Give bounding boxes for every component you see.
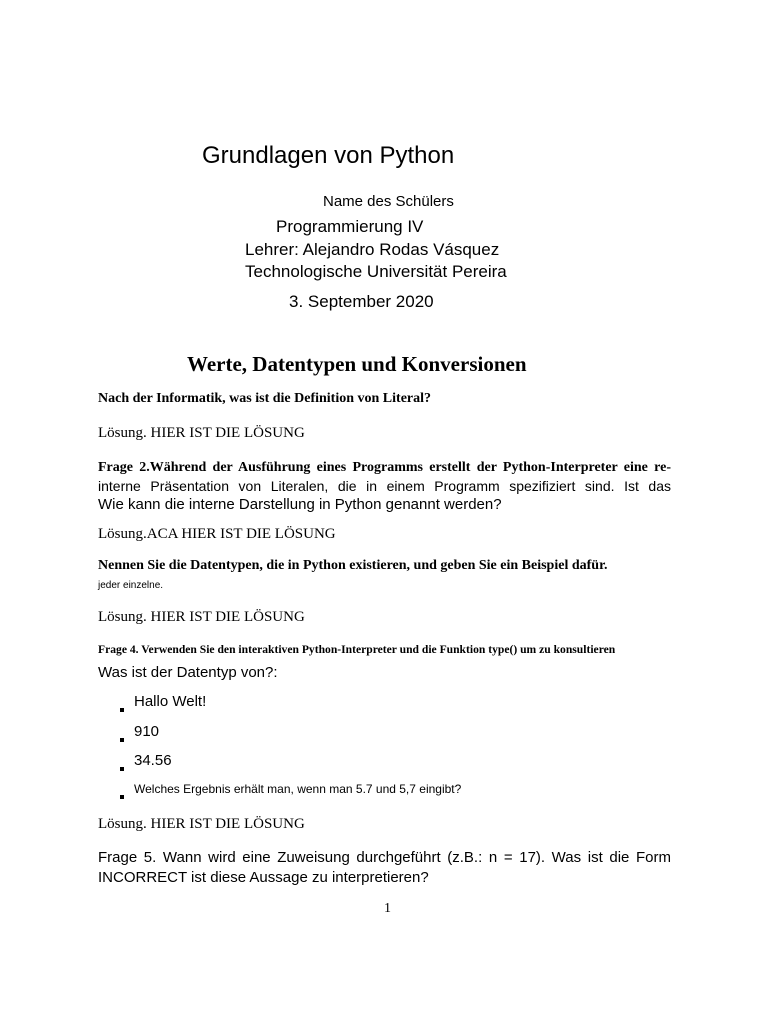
student-name: Name des Schülers (323, 193, 454, 210)
bullet-marker (120, 738, 124, 742)
answer-2: Lösung.ACA HIER IST DIE LÖSUNG (98, 526, 336, 542)
question-1: Nach der Informatik, was ist die Definition von Literal? (98, 391, 432, 406)
list-item: Welches Ergebnis erhält man, wenn man 5.7 und 5,7 eingibt? (134, 782, 462, 796)
answer-4: Lösung. HIER IST DIE LÖSUNG (98, 816, 305, 832)
question-2-line-2: interne Präsentation von Literalen, die in einem Programm spezifiziert sind. Ist das (98, 478, 671, 494)
answer-1: Lösung. HIER IST DIE LÖSUNG (98, 425, 305, 441)
question-5 (98, 848, 671, 867)
question-5-line-2: INCORRECT ist diese Aussage zu interpretieren? (98, 869, 429, 886)
question-5-line-1: Frage 5. Wann wird eine Zuweisung durchgeführt (z.B.: n = 17). Was ist die Form (98, 849, 671, 866)
answer-3: Lösung. HIER IST DIE LÖSUNG (98, 609, 305, 625)
question-4-prompt: Was ist der Datentyp von?: (98, 664, 278, 681)
bullet-marker (120, 795, 124, 799)
question-2-line-3: Wie kann die interne Darstellung in Python genannt werden? (98, 496, 502, 513)
page-number: 1 (384, 901, 391, 916)
bullet-marker (120, 767, 124, 771)
question-3-note: jeder einzelne. (98, 580, 164, 591)
teacher-name: Lehrer: Alejandro Rodas Vásquez (245, 240, 500, 259)
list-item: Hallo Welt! (134, 693, 207, 710)
question-4: Frage 4. Verwenden Sie den interaktiven Python-Interpreter und die Funktion type() um zu konsultieren (98, 643, 616, 656)
list-item: 910 (134, 723, 160, 740)
course-name: Programmierung IV (276, 217, 424, 236)
section-title: Werte, Datentypen und Konversionen (187, 352, 527, 376)
question-2 (98, 458, 671, 496)
question-3: Nennen Sie die Datentypen, die in Python existieren, und geben Sie ein Beispiel dafür. (98, 558, 608, 573)
document-date: 3. September 2020 (289, 292, 434, 311)
list-item: 34.56 (134, 752, 172, 769)
question-2-line-1: Frage 2.Während der Ausführung eines Programms erstellt der Python-Interpreter eine re- (98, 460, 671, 475)
document-title: Grundlagen von Python (202, 142, 455, 169)
university-name: Technologische Universität Pereira (245, 262, 507, 281)
bullet-marker (120, 708, 124, 712)
